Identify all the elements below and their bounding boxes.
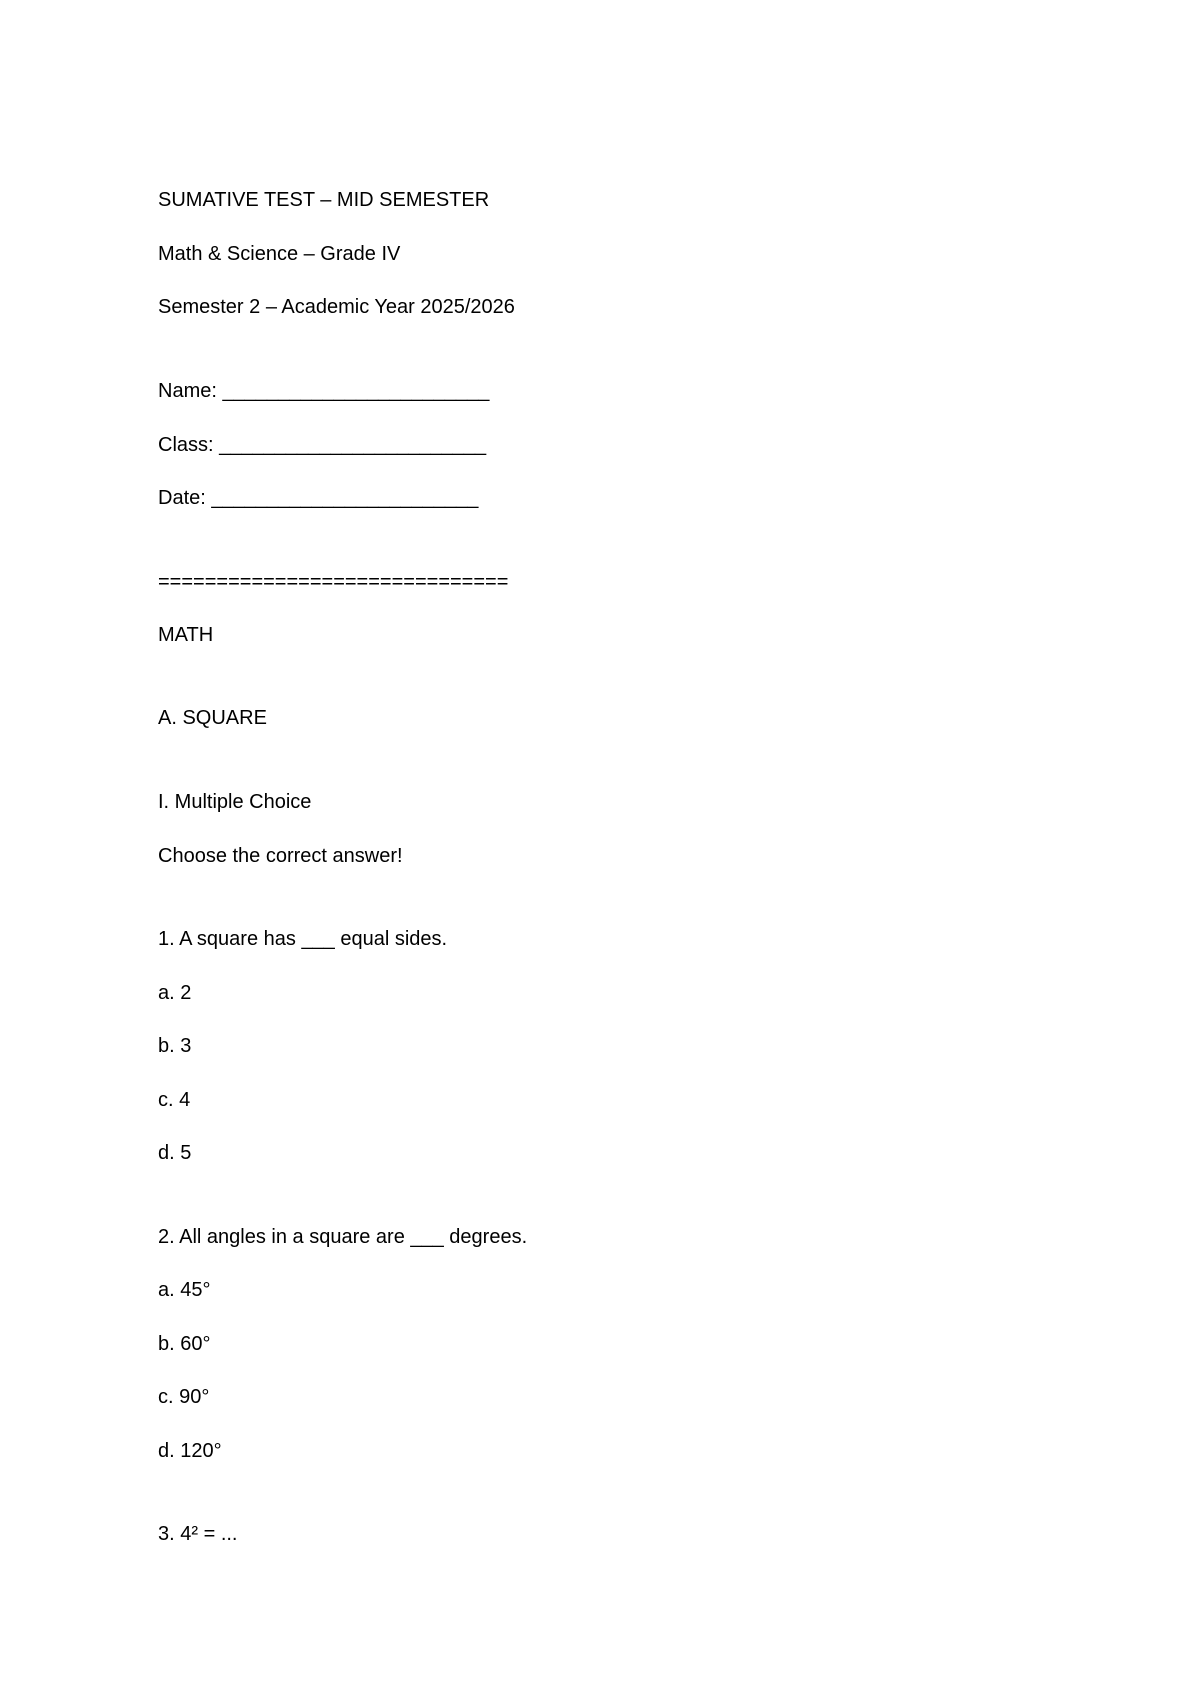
name-field: Name: ________________________: [158, 380, 490, 402]
class-field: Class: ________________________: [158, 434, 487, 456]
question-1-option-a: a. 2: [158, 982, 192, 1004]
subject-line: Math & Science – Grade IV: [158, 243, 401, 265]
date-field: Date: ________________________: [158, 487, 479, 509]
test-title: SUMATIVE TEST – MID SEMESTER: [158, 189, 490, 211]
question-2: 2. All angles in a square are ___ degrees.: [158, 1226, 528, 1248]
divider: ==============================: [158, 571, 509, 593]
question-3: 3. 4² = ...: [158, 1523, 238, 1545]
part-heading: I. Multiple Choice: [158, 791, 312, 813]
question-2-option-d: d. 120°: [158, 1440, 222, 1462]
question-1: 1. A square has ___ equal sides.: [158, 928, 448, 950]
section-title: MATH: [158, 624, 214, 646]
semester-line: Semester 2 – Academic Year 2025/2026: [158, 296, 515, 318]
question-1-option-d: d. 5: [158, 1142, 192, 1164]
topic-heading: A. SQUARE: [158, 707, 267, 729]
question-2-option-a: a. 45°: [158, 1279, 211, 1301]
question-2-option-b: b. 60°: [158, 1333, 211, 1355]
question-1-option-c: c. 4: [158, 1089, 191, 1111]
question-2-option-c: c. 90°: [158, 1386, 210, 1408]
instruction-text: Choose the correct answer!: [158, 845, 403, 867]
question-1-option-b: b. 3: [158, 1035, 192, 1057]
